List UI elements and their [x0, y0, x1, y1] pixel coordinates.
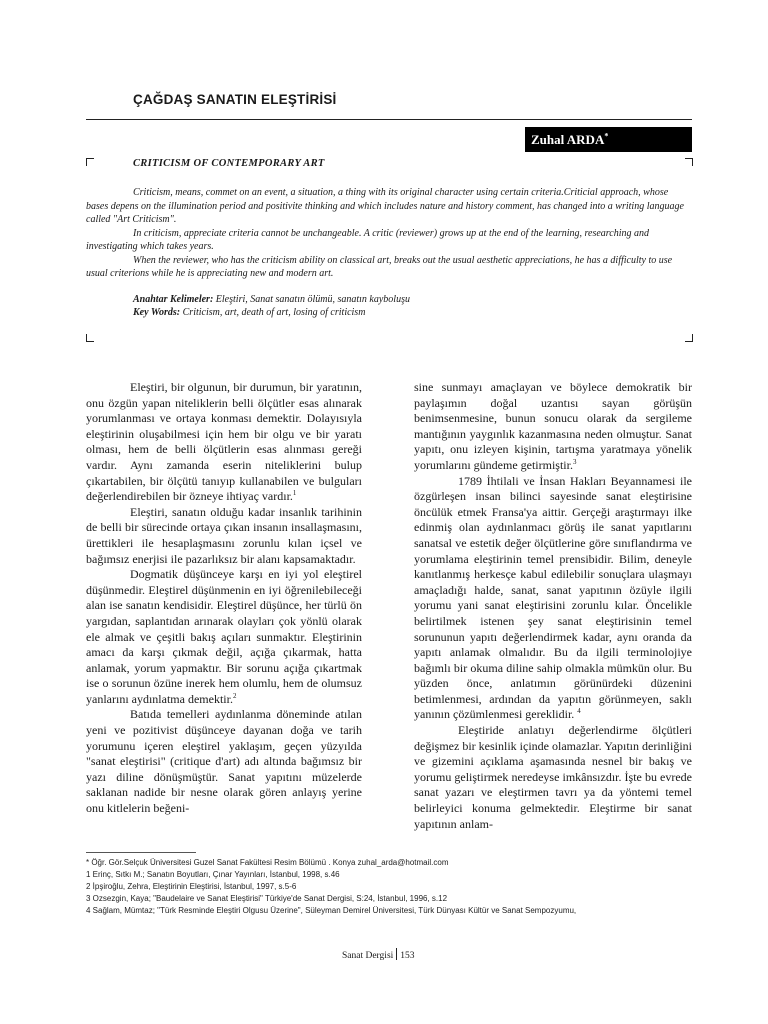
body-column-right: [414, 380, 692, 832]
footnote-ref: 2: [232, 691, 237, 700]
body-paragraph: [86, 707, 362, 816]
body-paragraph: [86, 567, 362, 707]
footnote-rule: [86, 852, 196, 853]
paragraph-text: 1789 İhtilali ve İnsan Hakları Beyannamesi ile özgürleşen insan bilinci sayesinde sanat eleştirisine öncülük etmek Fransa'ya aittir. Gerçeği araştırmayı ilke edinmiş olan aydınlanmacı görüş ile sanat yapıtlarını sanatsal ve estetik değer ölçütlerine göre sınıflandırma ve yorumlama eleştirinin temel prensibidir. Bilim, deneyle kanıtlanmış herkesçe kabul edilebilir sonuçlara ulaşmayı amaçladığı halde, sanat, sanat yapıtının özüyle ilgili yorumu yani sanat eleştirisini zorunlu kılar. Öncelikle belirtilmek istenen şey sanat eleştirisinin temel sorununun yapıtı değerlendirmek kadar, aynı oranda da yapıtı anlamak olmalıdır. Bu da ilgili terminolojiye bağımlı bir okuma diline sahip olmakla mümkün olur. Bu yüzden önce, anlatımın görünürdeki düzenini betimlenmesi, ardından da yapıtın görünmeyen, saklı yanının çözümlenmesi gereklidir.: [414, 473, 692, 722]
paragraph-text: sine sunmayı amaçlayan ve böylece demokratik bir paylaşımın doğal uzantısı sayan görüşün benimsenmesine, bunun sonucu olarak da sergileme mantığının yaygınlık kazanmasına neden olmuştur. Sanat yapıtı, onu izleyen kişinin, tartışma yaratmaya yönelik yorumlarını gündeme getirmiştir.: [414, 380, 692, 472]
body-column-left: [86, 380, 362, 817]
journal-name: Sanat Dergisi: [342, 951, 394, 961]
body-paragraph: [414, 380, 692, 474]
footer-separator: [396, 948, 397, 960]
keywords-block: [133, 293, 410, 319]
title-rule: [86, 119, 692, 120]
abstract-paragraph: In criticism, appreciate criteria cannot be unchangeable. A critic (reviewer) grows up at the end of the learning, researching and investigating which takes years.: [86, 227, 650, 252]
footnote-ref: 1: [292, 489, 297, 498]
footnote-ref: 4: [577, 707, 581, 716]
paragraph-text: Eleştiri, bir olgunun, bir durumun, bir yaratının, onu özgün yapan niteliklerin belli ölçütler esas alınarak yorumlanması ve ortaya konması demektir. Dolayısıyla eleştirinin oluşabilmesi için hem bir olgu ve bir yaratı olması, hem de belli ölçütlerin esas alınması gereği vardır. Aynı zamanda eserin niteliklerini bulup çıkartabilen, bir ölçütü tanıyıp kullanabilen ve bulguları değerlendirebilen bir özneye ihtiyaç vardır.: [86, 380, 362, 504]
paragraph-text: Eleştiri, sanatın olduğu kadar insanlık tarihinin de belli bir sürecinde ortaya çıkan insanın insallaşmasını, ürettikleri ile hesaplaşmasını zorunlu kılan içsel ve bağımsız enerjisi ile pazarlıksız bir alanı kapsamaktadır.: [86, 504, 362, 566]
footnote: 3 Ozsezgin, Kaya; "Baudelaire ve Sanat Eleştirisi" Türkiye'de Sanat Dergisi, S:24, İstanbul, 1996, s.12: [86, 894, 448, 903]
abstract-paragraph: When the reviewer, who has the criticism ability on classical art, breaks out the usual aesthetic appreciations, he has a difficulty to use usual criterions while he is appreciating new and modern art.: [86, 254, 673, 279]
corner-mark-bottom-left: [86, 334, 94, 342]
author-bar: [525, 127, 692, 152]
footnote: 2 İpşiroğlu, Zehra, Eleştirinin Eleştirisi, İstanbul, 1997, s.5-6: [86, 882, 297, 891]
body-paragraph: [414, 723, 692, 832]
body-paragraph: [86, 380, 362, 505]
keywords-en-label: Key Words:: [133, 307, 181, 318]
abstract-title: CRITICISM OF CONTEMPORARY ART: [133, 158, 325, 169]
author-name: Zuhal ARDA: [531, 132, 605, 147]
page-footer: [342, 948, 415, 961]
footnotes: [86, 857, 692, 917]
body-paragraph: [414, 474, 692, 724]
keywords-en: [133, 306, 410, 319]
keywords-tr: [133, 293, 410, 306]
corner-mark-top-left: [86, 158, 94, 166]
article-title: ÇAĞDAŞ SANATIN ELEŞTİRİSİ: [133, 92, 337, 107]
footnote: 4 Sağlam, Mümtaz; "Türk Resminde Eleştiri Olgusu Üzerine", Süleyman Demirel Üniversitesi, Türk Dünyası Kültür ve Sanat Sempozyumu,: [86, 906, 577, 915]
paragraph-text: Eleştiride anlatıyı değerlendirme ölçütleri değişmez bir kesinlik içinde olamazlar. Yapıtın derinliğini ve gizemini açıklama aşamasında nesnel bir bakış ve yorumu geliştirmek neredeyse imkânsızdır. İşte bu evrede sanat yazarı ve eleştirmen tavrı ya da yöntemi temel belirleyici konuma gelmektedir. Eleştirme bir sanat yapıtının anlam-: [414, 723, 692, 831]
paragraph-text: Batıda temelleri aydınlanma döneminde atılan yeni ve pozitivist düşünceye dayanan doğa ve tarih yorumunu içeren eleştirel yaklaşım, geçen yüzyılda "sanat eleştirisi" (critique d'art) adı altında bağımsız bir yazı diline dönüşmüştür. Sanat yapıtını müzelerde saklanan nadide bir nesne olarak gören anlayış yerine onu kitlelerin beğeni-: [86, 707, 362, 816]
keywords-en-text: Criticism, art, death of art, losing of criticism: [182, 307, 366, 318]
page-number: 153: [400, 951, 415, 961]
corner-mark-bottom-right: [685, 334, 693, 342]
footnote-ref: 3: [572, 457, 577, 466]
abstract: [86, 186, 692, 281]
footnote: * Öğr. Gör.Selçuk Üniversitesi Guzel Sanat Fakültesi Resim Bölümü . Konya zuhal_arda@hotmail.com: [86, 858, 449, 867]
body-paragraph: [86, 505, 362, 567]
abstract-paragraph: Criticism, means, commet on an event, a situation, a thing with its original character using certain criteria.Criticial approach, whose bases depens on the illumination period and positivite thinking and which includes nature and history comment, has changed into a writing language called "Art Criticism".: [86, 187, 684, 225]
author-footnote-mark: *: [604, 131, 609, 141]
keywords-tr-label: Anahtar Kelimeler:: [133, 294, 214, 305]
keywords-tr-text: Eleştiri, Sanat sanatın ölümü, sanatın kayboluşu: [215, 294, 410, 305]
paragraph-text: Dogmatik düşünceye karşı en iyi yol eleştirel düşünmedir. Eleştirel düşünmenin en iyi öğrenilebileceği alan ise sanatın kendisidir. Eleştirel düşünce, her türlü ön yargıdan, saplantıdan arınarak olayları çok yönlü olarak ele almak ve çeşitli bakış açıları sunmaktır. Eleştirinin amacı da karşı çıkmak değil, açığa çıkarmak, hatta anlamak, yorum yapmaktır. Bir sorunu açığa çıkartmak ise o sorunun özüne inerek hem olumlu, hem de olumsuz yanlarını aydınlatma demektir.: [86, 567, 362, 706]
corner-mark-top-right: [685, 158, 693, 166]
footnote: 1 Erinç, Sıtkı M.; Sanatın Boyutları, Çınar Yayınları, İstanbul, 1998, s.46: [86, 870, 340, 879]
